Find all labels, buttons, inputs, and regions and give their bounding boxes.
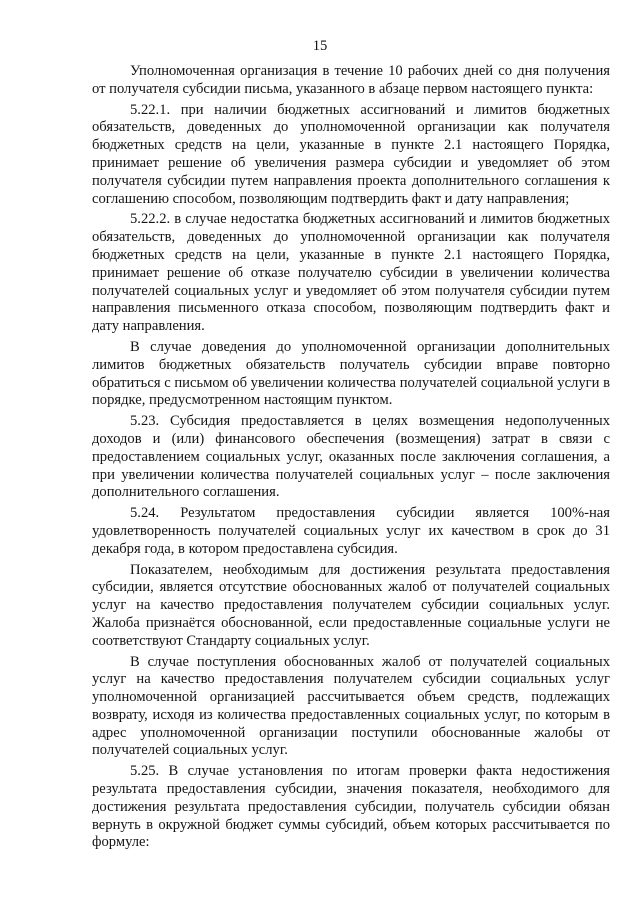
paragraph-intro: Уполномоченная организация в течение 10 рабочих дней со дня получения от получателя субсидии письма, указанного в абзаце первом настоящего пункта: <box>92 63 610 97</box>
paragraph-indicator: Показателем, необходимым для достижения результата предоставления субсидии, является отсутствие обоснованных жалоб от получателей социальных услуг на качество предоставления получателем субсидии социальных услуг. Жалоба признаётся обоснованной, если предоставленные социальные услуги не соответствуют Стандарту социальных услуг. <box>92 561 610 649</box>
document-body <box>92 63 610 852</box>
paragraph-5-24: 5.24. Результатом предоставления субсидии является 100%-ная удовлетворенность получателей социальных услуг их качеством в срок до 31 декабря года, в котором предоставлена субсидия. <box>92 505 610 557</box>
paragraph-complaints: В случае поступления обоснованных жалоб от получателей социальных услуг на качество предоставления получателем субсидии социальных услуг уполномоченной организацией рассчитывается объем средств, подлежащих возврату, исходя из количества предоставленных социальных услуг, по которым в адрес уполномоченной организации поступили обоснованные жалобы от получателей социальных услуг. <box>92 653 610 759</box>
paragraph-5-22-1: 5.22.1. при наличии бюджетных ассигнований и лимитов бюджетных обязательств, доведенных до уполномоченной организации как получателя бюджетных средств на цели, указанные в пункте 2.1 настоящего Порядка, принимает решение об увеличения размера субсидии и уведомляет об этом получателя субсидии путем направления проекта дополнительного соглашения к соглашению способом, позволяющим подтвердить факт и дату направления; <box>92 101 610 207</box>
paragraph-additional-limits: В случае доведения до уполномоченной организации дополнительных лимитов бюджетных обязательств получатель субсидии вправе повторно обратиться с письмом об увеличении количества получателей социальной услуги в порядке, предусмотренном настоящим пунктом. <box>92 338 610 409</box>
paragraph-5-25: 5.25. В случае установления по итогам проверки факта недостижения результата предоставления субсидии, значения показателя, необходимого для достижения результата предоставления субсидии, получатель субсидии обязан вернуть в окружной бюджет суммы субсидий, объем которых рассчитывается по формуле: <box>92 763 610 851</box>
paragraph-5-23: 5.23. Субсидия предоставляется в целях возмещения недополученных доходов и (или) финансового обеспечения (возмещения) затрат в связи с предоставлением социальных услуг, оказанных после заключения соглашения, а при увеличении количества получателей социальных услуг – после заключения дополнительного соглашения. <box>92 413 610 501</box>
paragraph-5-22-2: 5.22.2. в случае недостатка бюджетных ассигнований и лимитов бюджетных обязательств, доведенных до уполномоченной организации как получателя бюджетных средств на цели, указанные в пункте 2.1 настоящего Порядка, принимает решение об отказе получателю субсидии в увеличении количества получателей социальных услуг и уведомляет об этом получателя субсидии путем направления письменного отказа способом, позволяющим подтвердить факт и дату направления. <box>92 211 610 335</box>
page-number: 15 <box>312 38 328 54</box>
